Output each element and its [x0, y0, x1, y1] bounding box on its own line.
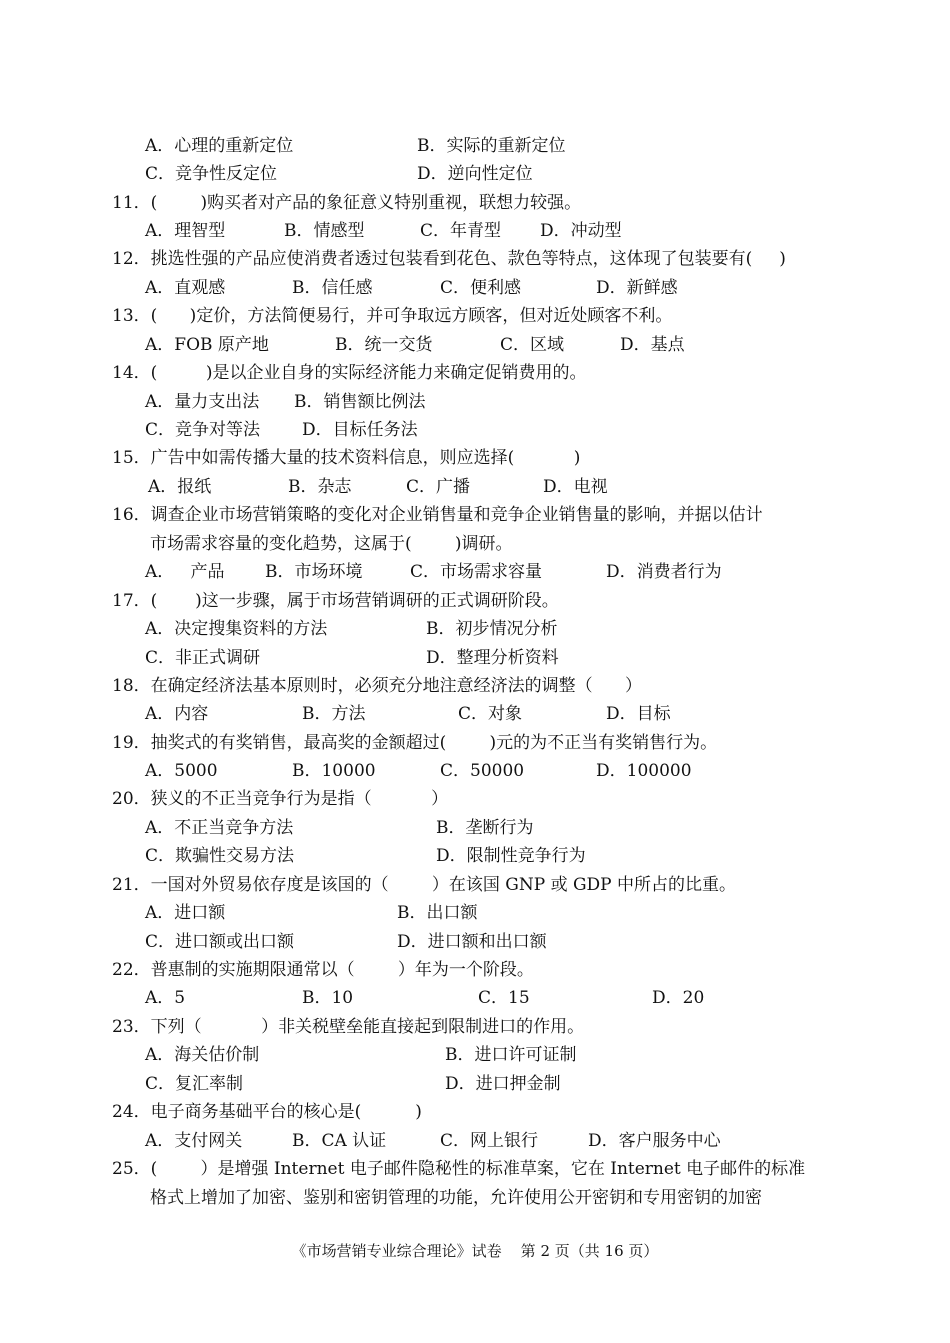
- q21-option-d: D．进口额和出口额: [397, 932, 547, 952]
- question-24: 24．电子商务基础平台的核心是( ): [112, 1102, 422, 1122]
- q18-option-a: A．内容: [145, 704, 209, 724]
- question-25-line-2: 格式上增加了加密、鉴别和密钥管理的功能，允许使用公开密钥和专用密钥的加密: [150, 1188, 762, 1208]
- q17-option-a: A．决定搜集资料的方法: [145, 619, 328, 639]
- q17-option-d: D．整理分析资料: [426, 648, 559, 668]
- q21-option-a: A．进口额: [145, 903, 226, 923]
- q21-option-c: C．进口额或出口额: [145, 932, 295, 952]
- q13-option-c: C．区域: [500, 335, 565, 355]
- q21-option-b: B．出口额: [397, 903, 478, 923]
- question-22: 22．普惠制的实施期限通常以（ ）年为一个阶段。: [112, 960, 534, 980]
- q12-option-a: A．直观感: [145, 278, 226, 298]
- q15-option-a: A．报纸: [148, 477, 212, 497]
- question-14: 14．( )是以企业自身的实际经济能力来确定促销费用的。: [112, 363, 587, 383]
- q19-option-c: C．50000: [440, 761, 525, 781]
- q15-option-d: D．电视: [543, 477, 608, 497]
- q14-option-b: B．销售额比例法: [294, 392, 426, 412]
- q19-option-b: B．10000: [292, 761, 376, 781]
- q20-option-c: C．欺骗性交易方法: [145, 846, 295, 866]
- question-21: 21．一国对外贸易依存度是该国的（ ）在该国 GNP 或 GDP 中所占的比重。: [112, 875, 737, 895]
- q15-option-c: C．广播: [406, 477, 471, 497]
- q22-option-b: B．10: [302, 988, 354, 1008]
- q22-option-d: D．20: [652, 988, 705, 1008]
- q20-option-d: D．限制性竞争行为: [436, 846, 586, 866]
- q22-option-a: A．5: [145, 988, 186, 1008]
- q11-option-d: D．冲动型: [540, 221, 622, 241]
- q12-option-d: D．新鲜感: [596, 278, 678, 298]
- q10-option-d: D．逆向性定位: [417, 164, 533, 184]
- question-18: 18．在确定经济法基本原则时，必须充分地注意经济法的调整（ ）: [112, 676, 643, 696]
- q13-option-b: B．统一交货: [335, 335, 433, 355]
- q12-option-b: B．信任感: [292, 278, 373, 298]
- question-17: 17．( )这一步骤，属于市场营销调研的正式调研阶段。: [112, 591, 559, 611]
- q14-option-a: A．量力支出法: [145, 392, 260, 412]
- q16-option-a: A． 产品: [145, 562, 225, 582]
- q16-option-d: D．消费者行为: [606, 562, 722, 582]
- q14-option-d: D．目标任务法: [302, 420, 418, 440]
- question-13: 13．( )定价，方法简便易行，并可争取远方顾客，但对近处顾客不利。: [112, 306, 673, 326]
- question-16-line-1: 16．调查企业市场营销策略的变化对企业销售量和竞争企业销售量的影响，并据以估计: [112, 505, 763, 525]
- q11-option-a: A．理智型: [145, 221, 226, 241]
- q10-option-c: C．竞争性反定位: [145, 164, 278, 184]
- q23-option-b: B．进口许可证制: [445, 1045, 577, 1065]
- question-12: 12．挑选性强的产品应使消费者透过包装看到花色、款色等特点，这体现了包装要有( ): [112, 249, 786, 269]
- q19-option-d: D．100000: [596, 761, 692, 781]
- q24-option-d: D．客户服务中心: [588, 1131, 721, 1151]
- question-20: 20．狭义的不正当竞争行为是指（ ）: [112, 789, 449, 809]
- q11-option-b: B．情感型: [284, 221, 365, 241]
- q23-option-c: C．复汇率制: [145, 1074, 244, 1094]
- q19-option-a: A．5000: [145, 761, 218, 781]
- q23-option-a: A．海关估价制: [145, 1045, 260, 1065]
- q24-option-a: A．支付网关: [145, 1131, 243, 1151]
- q15-option-b: B．杂志: [288, 477, 352, 497]
- question-19: 19．抽奖式的有奖销售，最高奖的金额超过( )元的为不正当有奖销售行为。: [112, 733, 718, 753]
- q23-option-d: D．进口押金制: [445, 1074, 561, 1094]
- question-15: 15．广告中如需传播大量的技术资料信息，则应选择( ): [112, 448, 581, 468]
- q10-option-b: B．实际的重新定位: [417, 136, 566, 156]
- q12-option-c: C．便利感: [440, 278, 522, 298]
- q18-option-d: D．目标: [606, 704, 671, 724]
- question-23: 23．下列（ ）非关税壁垒能直接起到限制进口的作用。: [112, 1017, 585, 1037]
- q20-option-b: B．垄断行为: [436, 818, 534, 838]
- q16-option-c: C．市场需求容量: [410, 562, 543, 582]
- q18-option-b: B．方法: [302, 704, 366, 724]
- question-16-line-2: 市场需求容量的变化趋势，这属于( )调研。: [150, 534, 513, 554]
- q22-option-c: C．15: [478, 988, 530, 1008]
- q11-option-c: C．年青型: [420, 221, 502, 241]
- q13-option-d: D．基点: [620, 335, 685, 355]
- question-25-line-1: 25．( ）是增强 Internet 电子邮件隐秘性的标准草案，它在 Internet 电子邮件的标准: [112, 1159, 806, 1179]
- q10-option-a: A．心理的重新定位: [145, 136, 294, 156]
- q24-option-b: B．CA 认证: [292, 1131, 387, 1151]
- q16-option-b: B．市场环境: [265, 562, 363, 582]
- q20-option-a: A．不正当竞争方法: [145, 818, 294, 838]
- q13-option-a: A．FOB 原产地: [145, 335, 269, 355]
- q14-option-c: C．竞争对等法: [145, 420, 261, 440]
- q17-option-c: C．非正式调研: [145, 648, 261, 668]
- page-footer: 《市场营销专业综合理论》试卷 第 2 页（共 16 页）: [291, 1242, 659, 1260]
- q18-option-c: C．对象: [458, 704, 523, 724]
- question-11: 11．( )购买者对产品的象征意义特别重视，联想力较强。: [112, 193, 582, 213]
- q17-option-b: B．初步情况分析: [426, 619, 558, 639]
- q24-option-c: C．网上银行: [440, 1131, 539, 1151]
